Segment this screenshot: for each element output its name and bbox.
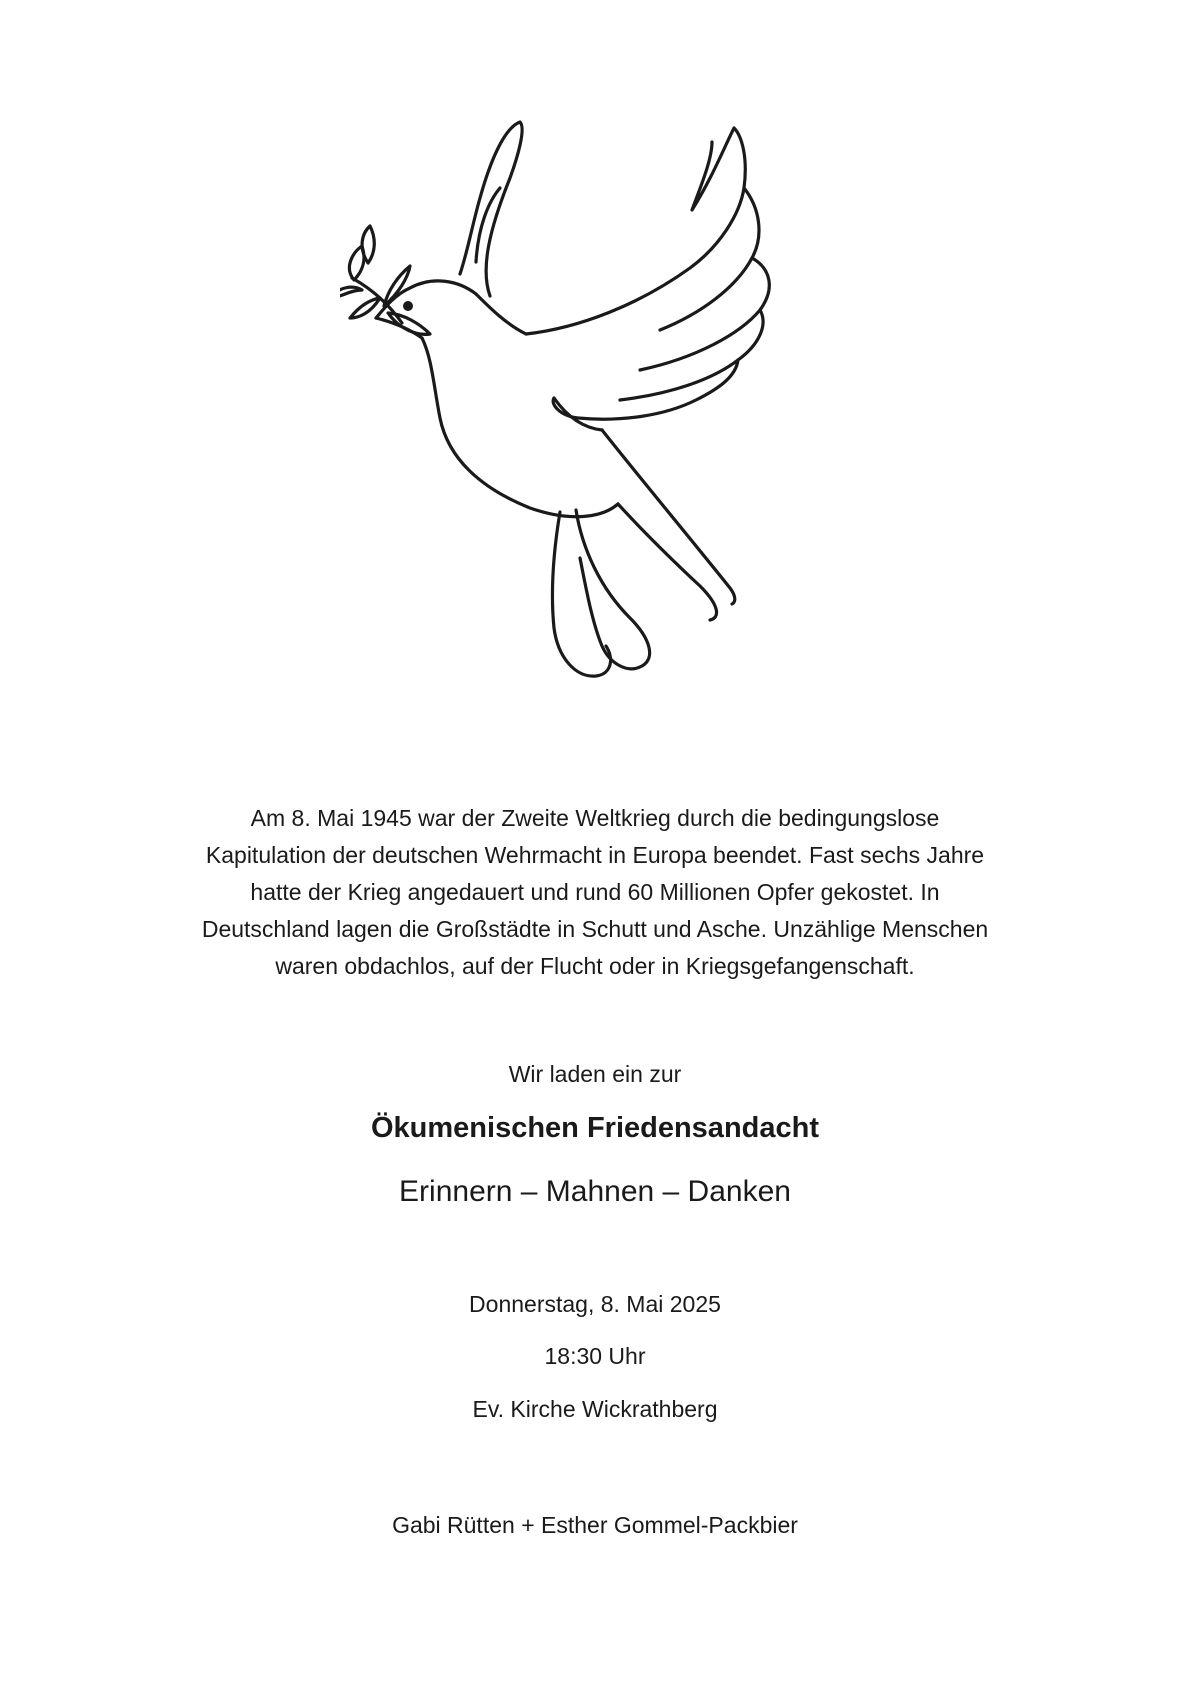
event-place: Ev. Kirche Wickrathberg — [472, 1396, 718, 1422]
dove-wing-feather — [640, 258, 769, 370]
dove-wing-feather — [660, 188, 759, 330]
dove-back-wing — [460, 122, 522, 296]
intro-line: waren obdachlos, auf der Flucht oder in Kriegsgefangenschaft. — [275, 953, 915, 979]
intro-line: Deutschland lagen die Großstädte in Schutt und Asche. Unzählige Menschen — [201, 916, 989, 942]
event-time: 18:30 Uhr — [544, 1343, 646, 1369]
olive-leaf — [340, 287, 362, 297]
intro-line: Kapitulation der deutschen Wehrmacht in Europa beendet. Fast sechs Jahre — [205, 842, 985, 868]
intro-line: hatte der Krieg angedauert und rund 60 Millionen Opfer gekostet. In — [250, 879, 940, 905]
dove-tail-feather — [618, 504, 717, 620]
dove-tail-feather — [576, 510, 650, 669]
intro-paragraph — [130, 800, 1060, 985]
event-title: Ökumenischen Friedensandacht — [370, 1112, 819, 1144]
event-subtitle: Erinnern – Mahnen – Danken — [399, 1175, 791, 1208]
olive-leaf — [384, 266, 410, 306]
dove-tail-feather — [602, 430, 735, 604]
invitation-lead: Wir laden ein zur — [508, 1061, 682, 1087]
event-date: Donnerstag, 8. Mai 2025 — [469, 1291, 721, 1317]
dove-with-olive-branch-icon — [340, 118, 810, 738]
olive-leaf — [350, 298, 380, 318]
intro-line: Am 8. Mai 1945 war der Zweite Weltkrieg durch die bedingungslose — [250, 805, 940, 831]
dove-breast — [476, 294, 526, 334]
dove-eye — [403, 301, 413, 311]
organizers: Gabi Rütten + Esther Gommel-Packbier — [392, 1512, 798, 1538]
olive-leaf — [362, 226, 374, 263]
